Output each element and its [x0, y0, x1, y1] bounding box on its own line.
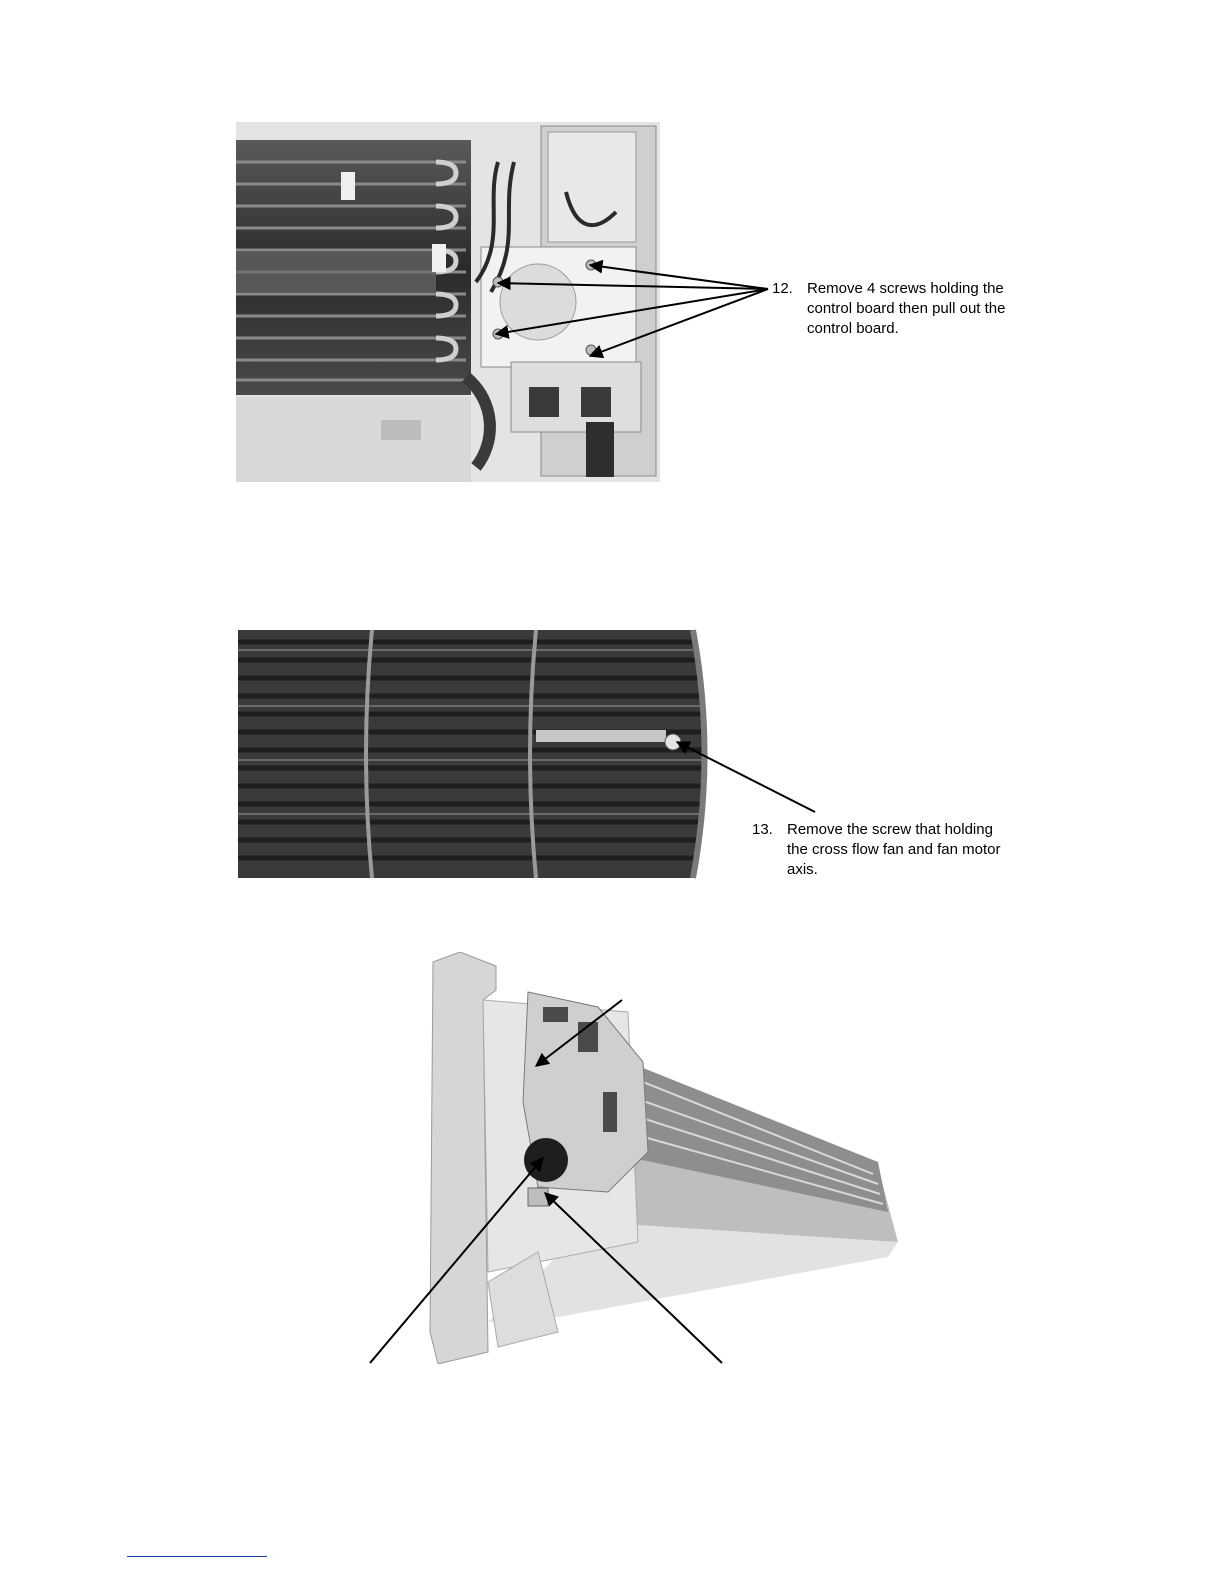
arrow-holder	[545, 1193, 722, 1363]
step-12-caption	[772, 279, 1032, 341]
arrow-frame	[536, 1000, 622, 1066]
step-number: 13.	[752, 821, 773, 838]
arrow-motor	[370, 1158, 543, 1363]
step-text	[787, 820, 1032, 880]
arrow-screw-3	[496, 289, 768, 334]
step-13-caption	[752, 820, 1032, 882]
step-line: the cross flow fan and fan motor	[787, 841, 1001, 858]
footer-rule	[127, 1556, 267, 1557]
step-line: control board then pull out the	[807, 300, 1006, 317]
step-number: 12.	[772, 280, 793, 297]
step-text	[807, 279, 1032, 339]
arrow-fan-screw	[677, 742, 815, 812]
step-line: axis.	[787, 861, 818, 878]
step-line: Remove the screw that holding	[787, 821, 993, 838]
step-line: Remove 4 screws holding the	[807, 280, 1004, 297]
step-line: control board.	[807, 320, 899, 337]
arrow-screw-4	[590, 289, 768, 356]
